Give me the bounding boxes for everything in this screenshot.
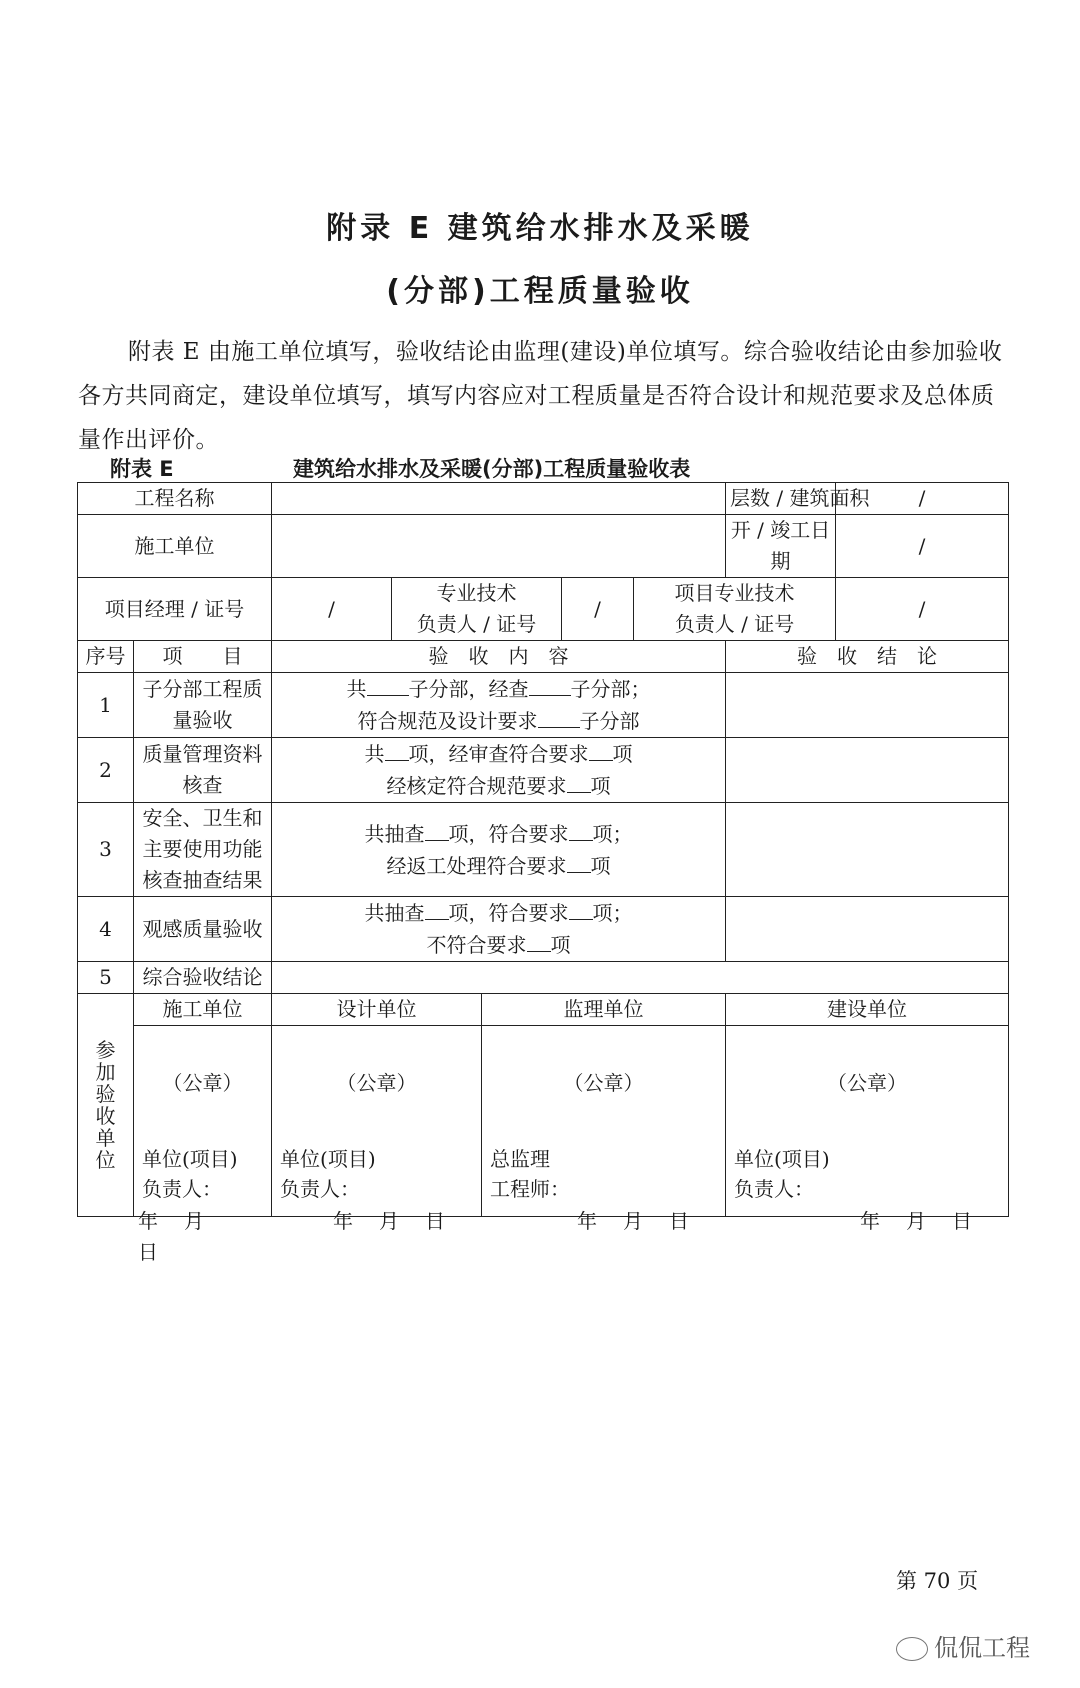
intro-paragraph: 附表 E 由施工单位填写，验收结论由监理(建设)单位填写。综合验收结论由参加验收各方共同商定，建设单位填写，填写内容应对工程质量是否符合设计和规范要求及总体质量作出评价。 xyxy=(78,339,1003,453)
row-no: 3 xyxy=(78,803,134,897)
project-tech-line1: 项目专业技术 xyxy=(674,581,795,605)
col-item: 项 目 xyxy=(134,641,272,673)
col-no: 序号 xyxy=(78,641,134,673)
wechat-icon xyxy=(896,1637,928,1661)
responsible-line2: 负责人： xyxy=(280,1177,361,1201)
unit-name: 监理单位 xyxy=(482,994,726,1026)
row-item: 质量管理资料核查 xyxy=(134,738,272,803)
date-label: 年月日 xyxy=(577,1209,716,1233)
responsible-line1: 单位(项目) xyxy=(734,1147,830,1171)
date-label: 年月日 xyxy=(333,1209,472,1233)
tech-lead-line1: 专业技术 xyxy=(436,581,517,605)
unit-sign-cell[interactable] xyxy=(726,1026,1009,1233)
tech-lead-line2: 负责人 / 证号 xyxy=(416,612,537,636)
row-content: 共 项，经审查符合要求 项 经核定符合规范要求 项 xyxy=(272,738,726,803)
row-conclusion[interactable] xyxy=(726,897,1009,962)
project-tech-lead-value[interactable]: / xyxy=(836,578,1009,641)
responsible-line2: 工程师： xyxy=(490,1177,571,1201)
row-item: 安全、卫生和主要使用功能核查抽查结果 xyxy=(134,803,272,897)
table-row xyxy=(78,803,1009,897)
col-conclusion: 验 收 结 论 xyxy=(726,641,1009,673)
participants-label: 参加验收单位 xyxy=(95,1038,116,1172)
builder-value[interactable] xyxy=(272,515,726,578)
project-tech-line2: 负责人 / 证号 xyxy=(674,612,795,636)
participants-label-cell xyxy=(78,994,134,1217)
responsible-line1: 单位(项目) xyxy=(142,1147,238,1171)
responsible-line2: 负责人： xyxy=(142,1177,222,1201)
row-conclusion[interactable] xyxy=(726,738,1009,803)
label-project-name: 工程名称 xyxy=(78,483,272,515)
responsible-line1: 单位(项目) xyxy=(280,1147,376,1171)
table-caption-title: 建筑给水排水及采暖(分部)工程质量验收表 xyxy=(293,457,691,481)
row-conclusion[interactable] xyxy=(726,673,1009,738)
seal-label: （公章） xyxy=(336,1071,417,1095)
label-tech-lead xyxy=(392,578,562,641)
date-label: 年月日 xyxy=(138,1209,230,1264)
unit-sign-cell[interactable] xyxy=(134,1026,272,1264)
unit-name: 建设单位 xyxy=(726,994,1009,1026)
responsible-line2: 负责人： xyxy=(734,1177,815,1201)
unit-sign-cell[interactable] xyxy=(482,1026,726,1233)
row-item: 子分部工程质量验收 xyxy=(134,673,272,738)
seal-label: （公章） xyxy=(563,1071,644,1095)
watermark-text: 侃侃工程 xyxy=(934,1634,1030,1662)
row-content: 共 子分部，经查 子分部； 符合规范及设计要求 子分部 xyxy=(272,673,726,738)
col-content: 验 收 内 容 xyxy=(272,641,726,673)
heading-line2: (分部)工程质量验收 xyxy=(386,274,694,309)
project-manager-value[interactable]: / xyxy=(272,578,392,641)
row-no: 5 xyxy=(78,962,134,994)
floors-area-value[interactable]: / xyxy=(836,483,1009,515)
table-caption-label: 附表 E xyxy=(110,457,174,481)
row-no: 4 xyxy=(78,897,134,962)
date-label: 年月日 xyxy=(860,1209,999,1233)
page-number: 第 70 页 xyxy=(896,1569,979,1593)
heading-line1: 附录 E 建筑给水排水及采暖 xyxy=(326,211,754,246)
table-row xyxy=(78,738,1009,803)
seal-label: （公章） xyxy=(162,1071,243,1095)
dates-value[interactable]: / xyxy=(836,515,1009,578)
table-row xyxy=(78,673,1009,738)
label-project-manager: 项目经理 / 证号 xyxy=(78,578,272,641)
overall-conclusion-value[interactable] xyxy=(272,962,1009,994)
acceptance-table xyxy=(77,482,1009,1264)
label-project-tech-lead xyxy=(634,578,836,641)
project-name-value[interactable] xyxy=(272,483,726,515)
seal-label: （公章） xyxy=(827,1071,908,1095)
watermark xyxy=(896,1628,1030,1663)
tech-lead-value[interactable]: / xyxy=(562,578,634,641)
row-item: 观感质量验收 xyxy=(134,897,272,962)
row-content: 共抽查 项，符合要求 项； 经返工处理符合要求 项 xyxy=(272,803,726,897)
row-content: 共抽查 项，符合要求 项； 不符合要求 项 xyxy=(272,897,726,962)
unit-sign-cell[interactable] xyxy=(272,1026,482,1233)
responsible-line1: 总监理 xyxy=(490,1147,551,1171)
row-no: 1 xyxy=(78,673,134,738)
row-conclusion[interactable] xyxy=(726,803,1009,897)
row-item: 综合验收结论 xyxy=(134,962,272,994)
row-no: 2 xyxy=(78,738,134,803)
table-row xyxy=(78,962,1009,994)
unit-name: 设计单位 xyxy=(272,994,482,1026)
label-floors-area: 层数 / 建筑面积 xyxy=(726,483,836,515)
table-row xyxy=(78,897,1009,962)
label-builder: 施工单位 xyxy=(78,515,272,578)
unit-name: 施工单位 xyxy=(134,994,272,1026)
label-dates: 开 / 竣工日期 xyxy=(726,515,836,578)
